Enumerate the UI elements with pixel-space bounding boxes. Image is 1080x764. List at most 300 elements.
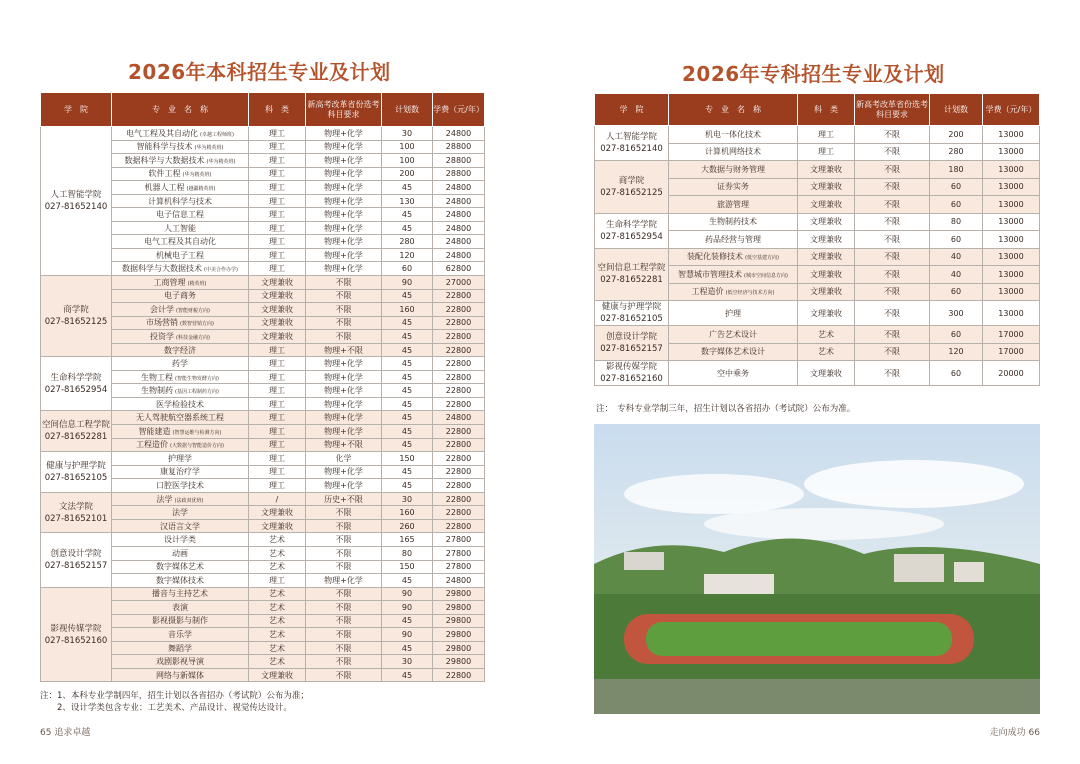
- header-category: 科 类: [249, 93, 306, 127]
- major-name: 电子信息工程: [156, 210, 204, 220]
- plan-cell: 80: [382, 546, 433, 560]
- major-name: 计算机科学与技术: [148, 196, 212, 206]
- major-name: 人工智能: [164, 223, 196, 233]
- plan-cell: 60: [930, 178, 983, 196]
- category-cell: 艺术: [249, 560, 306, 574]
- major-name: 无人驾驶航空器系统工程: [136, 413, 224, 423]
- major-name: 机电一体化技术: [705, 129, 761, 139]
- major-name: 护理: [725, 308, 741, 318]
- requirement-cell: 物理+化学: [306, 181, 382, 195]
- major-cell: [112, 465, 249, 479]
- plan-cell: 45: [382, 357, 433, 371]
- major-name: 生物制药: [141, 386, 174, 396]
- major-cell: [112, 560, 249, 574]
- category-cell: 艺术: [249, 601, 306, 615]
- major-cell: [112, 641, 249, 655]
- major-note: (卓越工程师班): [200, 131, 234, 138]
- category-cell: 艺术: [798, 326, 855, 344]
- plan-cell: 45: [382, 397, 433, 411]
- major-name: 护理学: [168, 453, 192, 463]
- major-name: 设计学类: [164, 535, 196, 545]
- requirement-cell: 不限: [306, 289, 382, 303]
- plan-cell: 45: [382, 641, 433, 655]
- major-name: 播音与主持艺术: [152, 589, 208, 599]
- major-name: 智能建造: [138, 426, 171, 436]
- plan-cell: 30: [382, 127, 433, 141]
- major-cell: [669, 161, 798, 179]
- major-name: 网络与新媒体: [156, 670, 204, 680]
- fee-cell: 24800: [433, 181, 485, 195]
- fee-cell: 22800: [433, 438, 485, 452]
- requirement-cell: 不限: [306, 587, 382, 601]
- fee-cell: 29800: [433, 655, 485, 669]
- requirement-cell: 不限: [855, 213, 930, 231]
- requirement-cell: 历史+不限: [306, 492, 382, 506]
- requirement-cell: 物理+化学: [306, 384, 382, 398]
- fee-cell: 17000: [983, 343, 1040, 361]
- major-name: 智能科学与技术: [136, 142, 193, 152]
- requirement-cell: 不限: [855, 143, 930, 161]
- major-cell: [112, 533, 249, 547]
- plan-cell: 60: [930, 361, 983, 386]
- requirement-cell: 不限: [306, 668, 382, 682]
- campus-aerial-image: [594, 424, 1040, 714]
- fee-cell: 24800: [433, 248, 485, 262]
- fee-cell: 13000: [983, 178, 1040, 196]
- plan-cell: 80: [930, 213, 983, 231]
- table-row: [595, 326, 1040, 344]
- requirement-cell: 化学: [306, 452, 382, 466]
- fee-cell: 22800: [433, 465, 485, 479]
- table-row: [41, 357, 485, 371]
- major-name: 数字媒体技术: [156, 575, 204, 585]
- requirement-cell: 不限: [855, 266, 930, 284]
- major-note: (基因工程制药方向): [175, 389, 219, 396]
- plan-cell: 200: [382, 167, 433, 181]
- college-phone: 027-81652125: [44, 317, 108, 328]
- major-note: (智能生物发酵方向): [175, 375, 219, 382]
- major-name: 法学: [156, 494, 173, 504]
- major-name: 生物工程: [141, 372, 174, 382]
- major-cell: [669, 213, 798, 231]
- header-fee: 学费（元/年）: [433, 93, 485, 127]
- college-cell: [41, 411, 112, 452]
- college-cell: [41, 452, 112, 493]
- requirement-cell: 物理+化学: [306, 425, 382, 439]
- plan-cell: 45: [382, 221, 433, 235]
- major-name: 证券实务: [717, 182, 749, 192]
- header-college: 学 院: [41, 93, 112, 127]
- major-cell: [112, 154, 249, 168]
- major-cell: [112, 519, 249, 533]
- college-phone: 027-81652140: [44, 202, 108, 212]
- requirement-cell: 不限: [306, 506, 382, 520]
- requirement-cell: 物理+不限: [306, 343, 382, 357]
- header-requirement: 新高考改革省份选考科目要求: [306, 93, 382, 127]
- plan-cell: 45: [382, 668, 433, 682]
- category-cell: 理工: [249, 357, 306, 371]
- major-note: (低空基建方向): [745, 255, 779, 262]
- college-cell: [595, 361, 669, 386]
- requirement-cell: 不限: [306, 316, 382, 330]
- fee-cell: 13000: [983, 301, 1040, 326]
- requirement-cell: 物理+化学: [306, 262, 382, 276]
- header-plan: 计划数: [930, 94, 983, 126]
- category-cell: /: [249, 492, 306, 506]
- category-cell: 文理兼收: [798, 266, 855, 284]
- header-plan: 计划数: [382, 93, 433, 127]
- plan-cell: 30: [382, 655, 433, 669]
- plan-cell: 45: [382, 614, 433, 628]
- plan-cell: 200: [930, 126, 983, 144]
- header-fee: 学费（元/年）: [983, 94, 1040, 126]
- college-name: 创意设计学院: [50, 549, 102, 559]
- major-name: 表演: [172, 602, 188, 612]
- fee-cell: 22800: [433, 384, 485, 398]
- major-name: 旅游管理: [717, 199, 749, 209]
- plan-cell: 165: [382, 533, 433, 547]
- category-cell: 文理兼收: [249, 303, 306, 317]
- major-name: 汉语言文学: [160, 521, 200, 531]
- major-cell: [112, 614, 249, 628]
- category-cell: 艺术: [798, 343, 855, 361]
- college-phone: 027-81652105: [44, 472, 108, 483]
- undergrad-title: 2026年本科招生专业及计划: [128, 60, 391, 84]
- plan-cell: 120: [382, 248, 433, 262]
- fee-cell: 24800: [433, 574, 485, 588]
- table-row: [595, 361, 1040, 386]
- major-cell: [112, 343, 249, 357]
- college-cell: [41, 587, 112, 682]
- table-row: [41, 452, 485, 466]
- requirement-cell: 不限: [855, 248, 930, 266]
- major-cell: [112, 655, 249, 669]
- major-name: 软件工程: [148, 169, 181, 179]
- fee-cell: 27800: [433, 533, 485, 547]
- major-cell: [112, 208, 249, 222]
- requirement-cell: 物理+化学: [306, 370, 382, 384]
- major-cell: [669, 301, 798, 326]
- major-cell: [112, 167, 249, 181]
- major-note: (越疆精英班): [186, 185, 216, 192]
- fee-cell: 24800: [433, 411, 485, 425]
- header-requirement: 新高考改革省份选考科目要求: [855, 94, 930, 126]
- plan-cell: 45: [382, 370, 433, 384]
- requirement-cell: 不限: [855, 283, 930, 301]
- requirement-cell: 不限: [855, 196, 930, 214]
- fee-cell: 22800: [433, 397, 485, 411]
- category-cell: 文理兼收: [798, 283, 855, 301]
- plan-cell: 260: [382, 519, 433, 533]
- college-name: 生命科学学院: [605, 219, 657, 230]
- fee-cell: 13000: [983, 283, 1040, 301]
- major-name: 数字媒体艺术设计: [701, 347, 765, 357]
- major-note: (精英班): [187, 280, 207, 287]
- requirement-cell: 不限: [306, 614, 382, 628]
- note-line: 注：1、本科专业学制四年，招生计划以各省招办（考试院）公布为准；: [40, 691, 309, 701]
- fee-cell: 27000: [433, 276, 485, 290]
- requirement-cell: 不限: [855, 231, 930, 249]
- fee-cell: 24800: [433, 221, 485, 235]
- major-name: 法学: [172, 508, 188, 518]
- college-name: 人工智能学院: [50, 190, 102, 200]
- major-cell: [669, 283, 798, 301]
- category-cell: 理工: [249, 127, 306, 141]
- major-name: 工程造价: [136, 440, 169, 450]
- category-cell: 理工: [249, 411, 306, 425]
- major-name: 数据科学与大数据技术: [122, 264, 203, 274]
- major-name: 动画: [172, 548, 188, 558]
- major-name: 计算机网络技术: [705, 147, 761, 157]
- college-title: 2026年专科招生专业及计划: [682, 62, 945, 86]
- major-name: 音乐学: [168, 630, 192, 639]
- college-name: 商学院: [618, 175, 645, 186]
- fee-cell: 13000: [983, 143, 1040, 161]
- plan-cell: 130: [382, 194, 433, 208]
- category-cell: 理工: [249, 140, 306, 154]
- category-cell: 文理兼收: [798, 178, 855, 196]
- plan-cell: 45: [382, 411, 433, 425]
- fee-cell: 13000: [983, 196, 1040, 214]
- college-cell: [41, 533, 112, 587]
- fee-cell: 22800: [433, 370, 485, 384]
- major-cell: [112, 140, 249, 154]
- category-cell: 理工: [249, 154, 306, 168]
- fee-cell: 13000: [983, 231, 1040, 249]
- major-note: (数智营销方向): [180, 321, 214, 328]
- fee-cell: 22800: [433, 479, 485, 493]
- major-note: (智慧运维与检测方向): [172, 429, 222, 436]
- category-cell: 理工: [249, 397, 306, 411]
- major-name: 数据科学与大数据技术: [124, 155, 205, 165]
- major-name: 机器人工程: [144, 182, 185, 192]
- category-cell: 理工: [249, 248, 306, 262]
- requirement-cell: 物理+化学: [306, 235, 382, 249]
- category-cell: 理工: [249, 262, 306, 276]
- fee-cell: 13000: [983, 213, 1040, 231]
- fee-cell: 17000: [983, 326, 1040, 344]
- table-row: [595, 213, 1040, 231]
- category-cell: 理工: [249, 343, 306, 357]
- major-name: 电子商务: [164, 291, 196, 301]
- category-cell: 理工: [249, 167, 306, 181]
- requirement-cell: 物理+化学: [306, 221, 382, 235]
- fee-cell: 22800: [433, 668, 485, 682]
- requirement-cell: 不限: [306, 303, 382, 317]
- category-cell: 艺术: [249, 655, 306, 669]
- college-cell: [595, 126, 669, 161]
- category-cell: 文理兼收: [798, 196, 855, 214]
- major-name: 投资学: [150, 331, 175, 341]
- college-phone: 027-81652160: [44, 635, 108, 646]
- major-cell: [112, 235, 249, 249]
- college-phone: 027-81652160: [600, 374, 663, 384]
- requirement-cell: 物理+化学: [306, 167, 382, 181]
- category-cell: 理工: [249, 479, 306, 493]
- college-cell: [41, 127, 112, 276]
- major-name: 药学: [172, 359, 188, 369]
- requirement-cell: 物理+化学: [306, 194, 382, 208]
- major-cell: [112, 289, 249, 303]
- requirement-cell: 不限: [306, 641, 382, 655]
- requirement-cell: 物理+化学: [306, 574, 382, 588]
- major-note: (智能财税方向): [176, 307, 210, 314]
- plan-cell: 180: [930, 161, 983, 179]
- major-cell: [112, 574, 249, 588]
- college-name: 生命科学学院: [50, 372, 102, 383]
- major-name: 舞蹈学: [168, 643, 192, 653]
- plan-cell: 100: [382, 140, 433, 154]
- fee-cell: 13000: [983, 126, 1040, 144]
- table-row: [41, 411, 485, 425]
- requirement-cell: 物理+化学: [306, 479, 382, 493]
- major-cell: [669, 178, 798, 196]
- requirement-cell: 物理+化学: [306, 357, 382, 371]
- plan-cell: 60: [382, 262, 433, 276]
- plan-cell: 45: [382, 181, 433, 195]
- college-name: 影视传媒学院: [50, 623, 102, 634]
- college-cell: [595, 248, 669, 301]
- requirement-cell: 物理+化学: [306, 154, 382, 168]
- major-cell: [112, 276, 249, 290]
- college-cell: [41, 276, 112, 357]
- requirement-cell: 不限: [855, 161, 930, 179]
- plan-cell: 30: [382, 492, 433, 506]
- requirement-cell: 物理+不限: [306, 438, 382, 452]
- major-note: (城市空间信息方向): [744, 272, 788, 279]
- college-notes: [596, 403, 855, 415]
- category-cell: 艺术: [249, 614, 306, 628]
- plan-cell: 90: [382, 587, 433, 601]
- fee-cell: 62800: [433, 262, 485, 276]
- major-cell: [112, 411, 249, 425]
- page-footer-left: 65 追求卓越: [40, 728, 91, 738]
- category-cell: 理工: [249, 370, 306, 384]
- major-name: 康复治疗学: [160, 467, 200, 477]
- major-name: 大数据与财务管理: [701, 164, 765, 174]
- major-cell: [112, 587, 249, 601]
- page-footer-right: 走向成功 66: [989, 728, 1040, 738]
- category-cell: 理工: [249, 194, 306, 208]
- major-name: 医学检验技术: [156, 399, 204, 409]
- header-major: 专 业 名 称: [669, 94, 798, 126]
- table-row: [41, 492, 485, 506]
- major-cell: [112, 628, 249, 642]
- plan-cell: 60: [930, 283, 983, 301]
- college-cell: [595, 326, 669, 361]
- college-name: 空间信息工程学院: [597, 263, 666, 274]
- major-note: (华为精英班): [182, 172, 212, 179]
- college-cell: [41, 357, 112, 411]
- requirement-cell: 不限: [306, 330, 382, 344]
- table-row: [41, 533, 485, 547]
- major-name: 机械电子工程: [156, 250, 204, 260]
- major-cell: [112, 546, 249, 560]
- category-cell: 文理兼收: [249, 330, 306, 344]
- plan-cell: 45: [382, 289, 433, 303]
- fee-cell: 22800: [433, 357, 485, 371]
- major-name: 数字媒体艺术: [156, 562, 204, 572]
- plan-cell: 120: [930, 343, 983, 361]
- major-cell: [669, 196, 798, 214]
- category-cell: 理工: [249, 425, 306, 439]
- category-cell: 理工: [798, 126, 855, 144]
- category-cell: 文理兼收: [249, 506, 306, 520]
- plan-cell: 160: [382, 506, 433, 520]
- category-cell: 文理兼收: [249, 276, 306, 290]
- plan-cell: 45: [382, 384, 433, 398]
- fee-cell: 24800: [433, 208, 485, 222]
- category-cell: 文理兼收: [798, 231, 855, 249]
- fee-cell: 22800: [433, 506, 485, 520]
- college-name: 人工智能学院: [605, 132, 657, 142]
- plan-cell: 100: [382, 154, 433, 168]
- category-cell: 文理兼收: [798, 213, 855, 231]
- fee-cell: 22800: [433, 452, 485, 466]
- category-cell: 理工: [249, 221, 306, 235]
- college-cell: [595, 301, 669, 326]
- major-cell: [112, 397, 249, 411]
- fee-cell: 13000: [983, 248, 1040, 266]
- requirement-cell: 不限: [306, 628, 382, 642]
- major-cell: [112, 479, 249, 493]
- table-row: [41, 587, 485, 601]
- major-cell: [112, 357, 249, 371]
- plan-cell: 45: [382, 330, 433, 344]
- table-row: [595, 161, 1040, 179]
- fee-cell: 22800: [433, 492, 485, 506]
- college-phone: 027-81652954: [600, 231, 663, 242]
- major-cell: [669, 126, 798, 144]
- plan-cell: 45: [382, 574, 433, 588]
- fee-cell: 22800: [433, 425, 485, 439]
- major-note: (大数据与智能造价方向): [170, 443, 224, 450]
- college-name: 创意设计学院: [605, 332, 657, 342]
- category-cell: 理工: [798, 143, 855, 161]
- category-cell: 理工: [249, 574, 306, 588]
- college-phone: 027-81652140: [600, 144, 663, 154]
- plan-cell: 300: [930, 301, 983, 326]
- major-note: (科技金融方向): [176, 334, 210, 341]
- plan-cell: 280: [930, 143, 983, 161]
- plan-cell: 45: [382, 425, 433, 439]
- category-cell: 文理兼收: [798, 361, 855, 386]
- major-name: 电气工程及其自动化: [144, 237, 216, 247]
- plan-cell: 280: [382, 235, 433, 249]
- table-row: [595, 126, 1040, 144]
- category-cell: 艺术: [249, 533, 306, 547]
- major-cell: [112, 370, 249, 384]
- category-cell: 艺术: [249, 587, 306, 601]
- college-phone: 027-81652125: [600, 187, 663, 198]
- requirement-cell: 不限: [306, 546, 382, 560]
- major-name: 工商管理: [153, 277, 186, 287]
- college-name: 空间信息工程学院: [41, 420, 110, 431]
- college-name: 影视传媒学院: [605, 362, 657, 372]
- requirement-cell: 不限: [306, 601, 382, 615]
- requirement-cell: 不限: [306, 276, 382, 290]
- header-major: 专 业 名 称: [112, 93, 249, 127]
- plan-cell: 45: [382, 438, 433, 452]
- major-cell: [669, 266, 798, 284]
- college-cell: [595, 213, 669, 248]
- fee-cell: 22800: [433, 289, 485, 303]
- requirement-cell: 物理+化学: [306, 397, 382, 411]
- header-category: 科 类: [798, 94, 855, 126]
- major-cell: [669, 143, 798, 161]
- category-cell: 艺术: [249, 628, 306, 642]
- major-cell: [669, 248, 798, 266]
